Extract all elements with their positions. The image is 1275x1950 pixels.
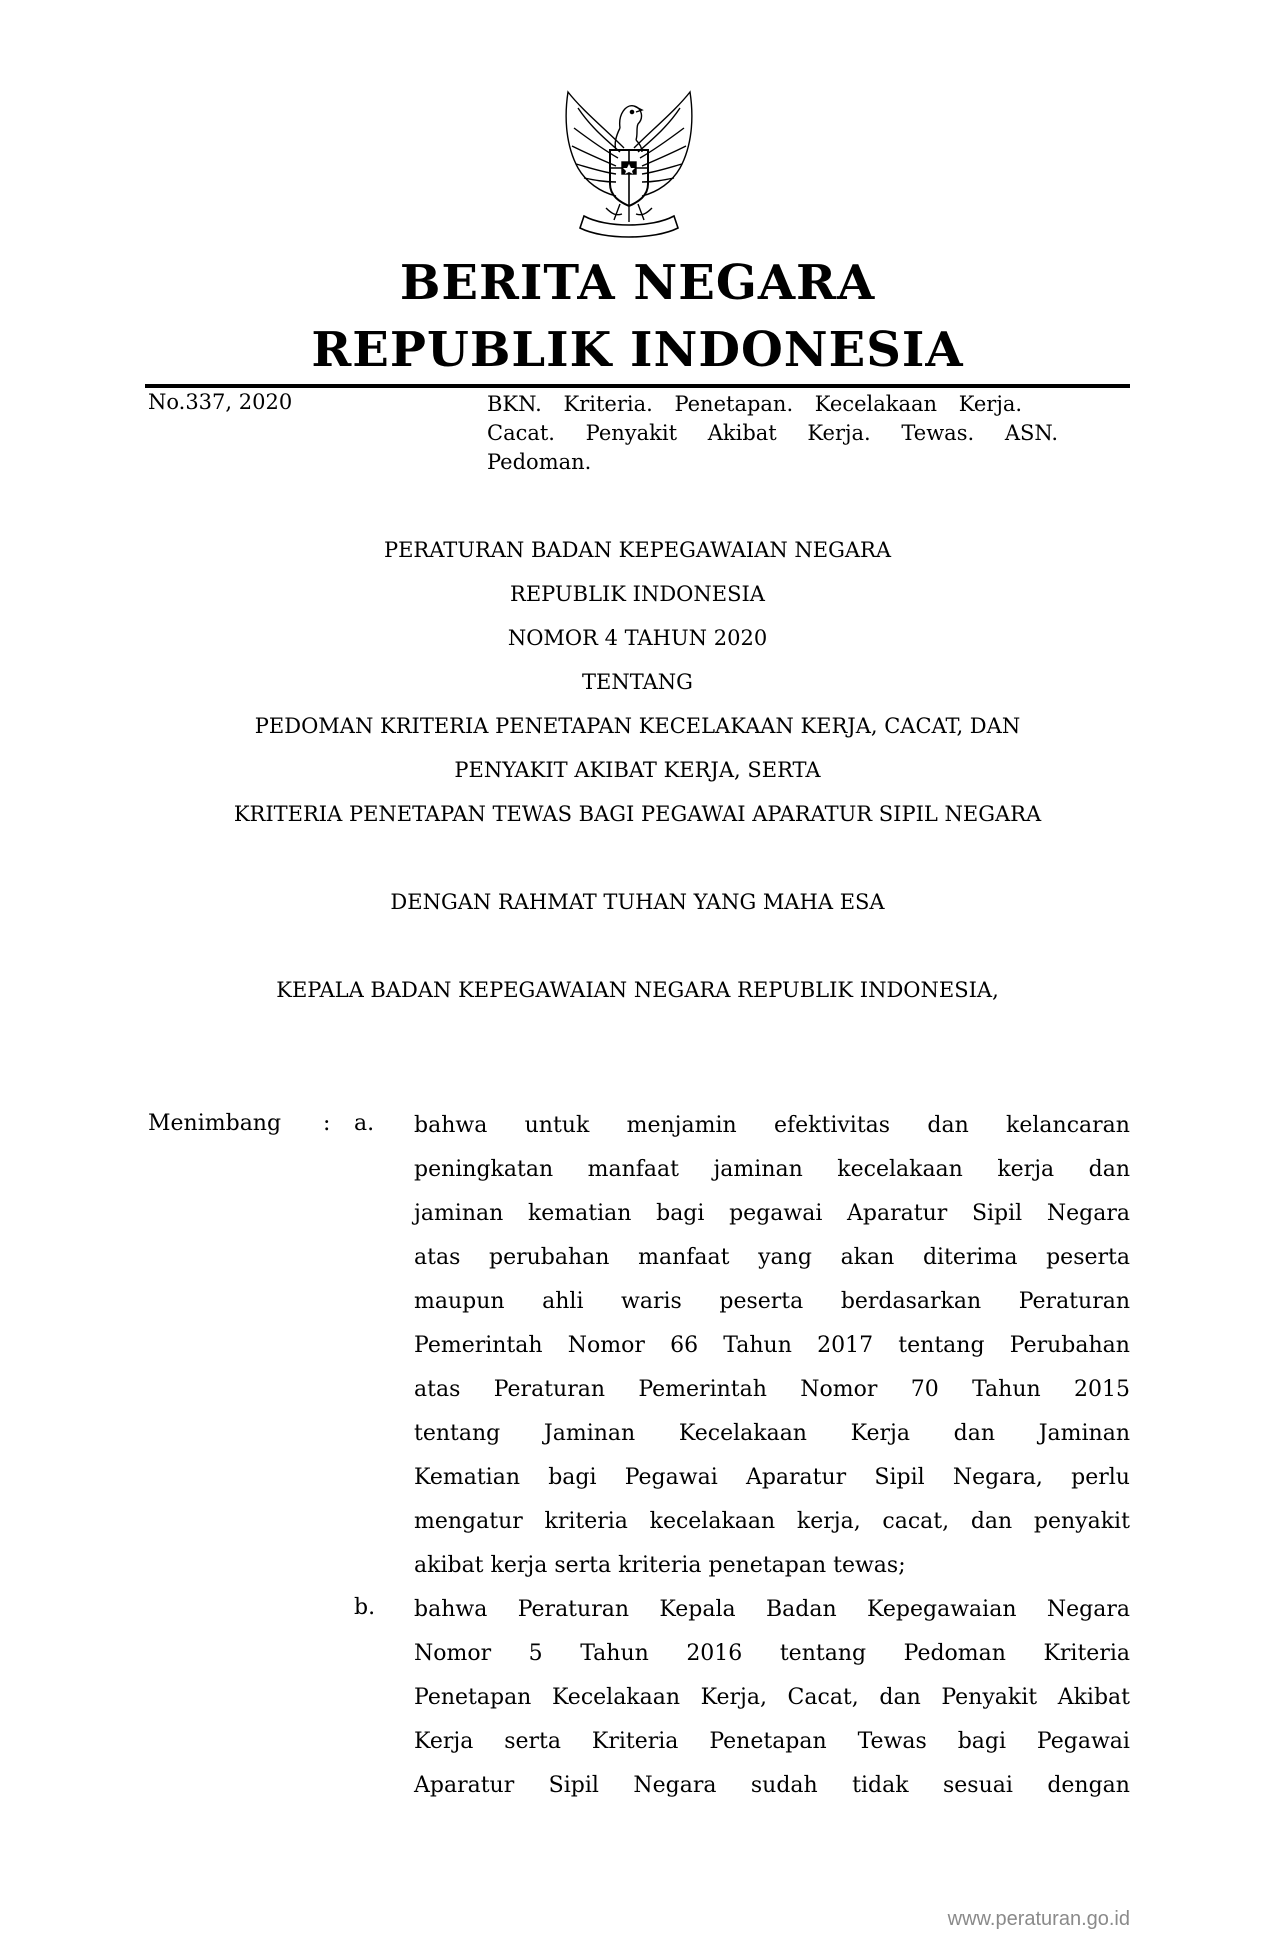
subject-keywords	[487, 390, 1130, 477]
issuing-authority: KEPALA BADAN KEPEGAWAIAN NEGARA REPUBLIK INDONESIA,	[276, 978, 999, 1002]
source-url: www.peraturan.go.id	[947, 1908, 1130, 1930]
consideration-item-a	[414, 1111, 1130, 1595]
regulation-subject-line: PEDOMAN KRITERIA PENETAPAN KECELAKAAN KERJA, CACAT, DAN	[254, 714, 1021, 738]
regulation-about: TENTANG	[582, 670, 693, 694]
text-line: Aparatur Sipil Negara sudah tidak sesuai dengan	[414, 1773, 1130, 1798]
text-line: peningkatan manfaat jaminan kecelakaan kerja dan	[414, 1157, 1130, 1182]
text-line: tentang Jaminan Kecelakaan Kerja dan Jaminan	[414, 1421, 1130, 1446]
subject-line: BKN. Kriteria. Penetapan. Kecelakaan Kerja.	[487, 392, 1023, 416]
item-marker: b.	[354, 1595, 376, 1620]
subject-line: Pedoman.	[487, 450, 592, 474]
text-line: bahwa Peraturan Kepala Badan Kepegawaian Negara	[414, 1597, 1130, 1622]
text-line: mengatur kriteria kecelakaan kerja, cacat, dan penyakit	[414, 1509, 1130, 1534]
invocation: DENGAN RAHMAT TUHAN YANG MAHA ESA	[390, 890, 885, 914]
considerations-label: Menimbang	[148, 1111, 282, 1136]
regulation-subject-line: PENYAKIT AKIBAT KERJA, SERTA	[454, 758, 821, 782]
text-line: atas Peraturan Pemerintah Nomor 70 Tahun 2015	[414, 1377, 1130, 1402]
garuda-emblem-icon	[554, 88, 704, 240]
text-line: jaminan kematian bagi pegawai Aparatur Sipil Negara	[414, 1201, 1130, 1226]
text-line: Nomor 5 Tahun 2016 tentang Pedoman Kriteria	[414, 1641, 1130, 1666]
text-line: Pemerintah Nomor 66 Tahun 2017 tentang Perubahan	[414, 1333, 1130, 1358]
text-line: atas perubahan manfaat yang akan diterima peserta	[414, 1245, 1130, 1270]
text-line: maupun ahli waris peserta berdasarkan Peraturan	[414, 1289, 1130, 1314]
considerations-colon: :	[323, 1111, 331, 1136]
regulation-number: NOMOR 4 TAHUN 2020	[507, 626, 768, 650]
text-line: akibat kerja serta kriteria penetapan tewas;	[414, 1553, 906, 1578]
text-line: Kematian bagi Pegawai Aparatur Sipil Negara, perlu	[414, 1465, 1130, 1490]
masthead-subtitle: REPUBLIK INDONESIA	[311, 322, 964, 378]
item-marker: a.	[354, 1111, 375, 1136]
consideration-item-b	[414, 1595, 1130, 1815]
masthead-title: BERITA NEGARA	[399, 255, 876, 311]
text-line: bahwa untuk menjamin efektivitas dan kelancaran	[414, 1113, 1130, 1138]
regulation-title-line: PERATURAN BADAN KEPEGAWAIAN NEGARA	[383, 538, 892, 562]
text-line: Penetapan Kecelakaan Kerja, Cacat, dan Penyakit Akibat	[414, 1685, 1130, 1710]
gazette-number: No.337, 2020	[148, 390, 293, 414]
masthead-divider	[145, 384, 1130, 388]
regulation-title-line: REPUBLIK INDONESIA	[510, 582, 765, 606]
text-line: Kerja serta Kriteria Penetapan Tewas bagi Pegawai	[414, 1729, 1130, 1754]
regulation-subject-line: KRITERIA PENETAPAN TEWAS BAGI PEGAWAI APARATUR SIPIL NEGARA	[233, 802, 1042, 826]
subject-line: Cacat. Penyakit Akibat Kerja. Tewas. ASN.	[487, 421, 1059, 445]
